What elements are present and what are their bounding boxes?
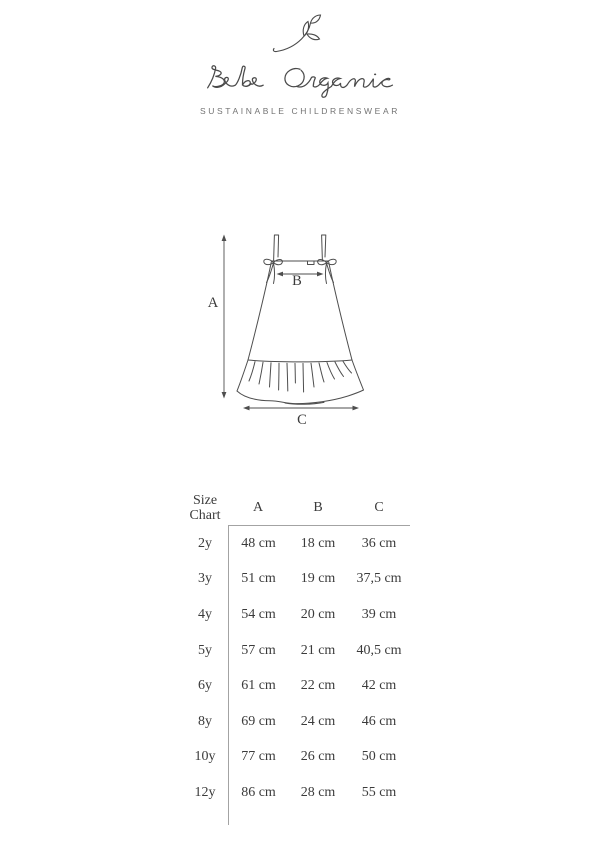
brand-tagline: SUSTAINABLE CHILDRENSWEAR (200, 106, 400, 116)
table-header-row (169, 490, 410, 526)
size-label: 2y (198, 535, 212, 551)
measurement-b: 24 cm (300, 713, 336, 729)
size-label: 5y (198, 642, 212, 658)
size-label: 3y (198, 571, 212, 587)
measurement-b: 19 cm (300, 571, 336, 587)
column-divider-extension (169, 811, 410, 825)
measure-c-label: C (297, 412, 307, 428)
measurement-a: 48 cm (228, 526, 288, 562)
measurement-c: 42 cm (361, 678, 397, 694)
measurement-b: 26 cm (300, 749, 336, 765)
size-chart-title: Size Chart (189, 493, 221, 523)
dress-measurement-diagram (200, 217, 400, 432)
table-row (169, 562, 410, 598)
measurement-c: 40,5 cm (356, 642, 402, 658)
size-chart-table (169, 490, 410, 825)
brand-header (0, 0, 600, 116)
measurement-a: 86 cm (228, 775, 288, 811)
measure-b-label: B (292, 273, 302, 289)
brand-name (300, 54, 301, 55)
dress-diagram-svg (200, 217, 400, 432)
table-row (169, 740, 410, 776)
measurement-c: 46 cm (361, 713, 397, 729)
measurement-c: 36 cm (361, 535, 397, 551)
measurement-b: 18 cm (300, 535, 336, 551)
measurement-b: 22 cm (300, 678, 336, 694)
measurement-a: 69 cm (228, 704, 288, 740)
table-row (169, 704, 410, 740)
table-row (169, 526, 410, 562)
measurement-c: 55 cm (361, 784, 397, 800)
size-label: 10y (194, 749, 216, 765)
measurement-a: 54 cm (228, 597, 288, 633)
size-label: 4y (198, 606, 212, 622)
column-header-c: C (348, 490, 410, 526)
table-row (169, 633, 410, 669)
table-row (169, 775, 410, 811)
measurement-c: 39 cm (361, 606, 397, 622)
size-label: 8y (198, 713, 212, 729)
table-row (169, 668, 410, 704)
measurement-b: 21 cm (300, 642, 336, 658)
measurement-a: 51 cm (228, 562, 288, 598)
leaf-sprig-icon (271, 14, 329, 54)
table-row (169, 597, 410, 633)
column-header-b: B (288, 490, 348, 526)
measurement-c: 37,5 cm (356, 571, 402, 587)
size-label: 6y (198, 678, 212, 694)
measure-c-arrow (243, 406, 359, 411)
size-label: 12y (194, 784, 216, 800)
measurement-a: 61 cm (228, 668, 288, 704)
measurement-b: 20 cm (300, 606, 336, 622)
measurement-c: 50 cm (361, 749, 397, 765)
dress-line-drawing (237, 235, 364, 404)
measurement-a: 77 cm (228, 740, 288, 776)
measurement-b: 28 cm (300, 784, 336, 800)
column-header-a: A (228, 490, 288, 526)
brand-script-logo (202, 56, 398, 102)
measurement-a: 57 cm (228, 633, 288, 669)
measure-a-arrow (222, 235, 227, 399)
measure-a-label: A (207, 295, 219, 311)
